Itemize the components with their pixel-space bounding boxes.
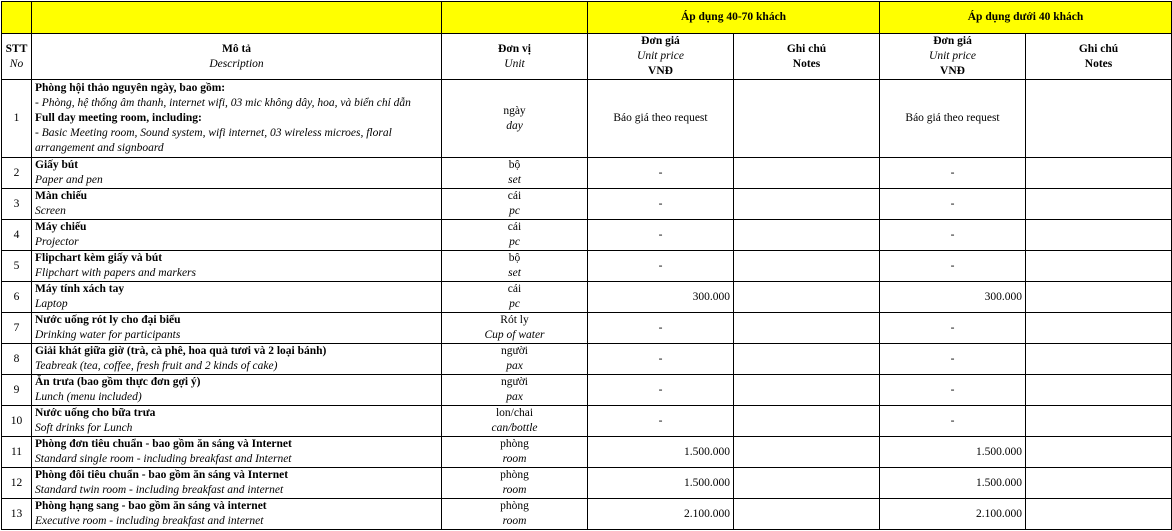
header-notes-2: Ghi chú Notes (1026, 34, 1172, 80)
row-price-2: - (880, 344, 1026, 375)
row-unit: phòng room (442, 499, 588, 530)
row-notes-2 (1026, 251, 1172, 282)
row-notes-2 (1026, 282, 1172, 313)
row-unit: phòng room (442, 437, 588, 468)
row-unit: lon/chai can/bottle (442, 406, 588, 437)
table-row: 9 Ăn trưa (bao gồm thực đơn gợi ý) Lunch (menu included) người pax - - (2, 375, 1172, 406)
row-price-2: 2.100.000 (880, 499, 1026, 530)
row-notes-2 (1026, 437, 1172, 468)
header-description: Mô tả Description (32, 34, 442, 80)
row-price-2: 1.500.000 (880, 468, 1026, 499)
row-notes-2 (1026, 406, 1172, 437)
table-row: 1 Phòng hội thảo nguyên ngày, bao gồm: - Phòng, hệ thống âm thanh, internet wifi, 03 mic không dây, hoa, và biển chỉ dẫn Full day meeting room, including: - Basic Meeting room, Sound system, wifi internet, 03 wireless microes, floral arrangement and signboard ngày day Báo giá theo request Báo giá theo request (2, 80, 1172, 158)
row-price-1: - (588, 220, 734, 251)
row-notes-2 (1026, 80, 1172, 158)
row-price-1: - (588, 406, 734, 437)
header-price-2: Đơn giá Unit price VNĐ (880, 34, 1026, 80)
row-price-2: - (880, 189, 1026, 220)
row-notes-1 (734, 282, 880, 313)
row-notes-2 (1026, 375, 1172, 406)
header-price-1: Đơn giá Unit price VNĐ (588, 34, 734, 80)
row-price-1: - (588, 158, 734, 189)
row-notes-1 (734, 80, 880, 158)
table-row: 10 Nước uống cho bữa trưa Soft drinks for Lunch lon/chai can/bottle - - (2, 406, 1172, 437)
row-notes-2 (1026, 468, 1172, 499)
column-header-row (2, 34, 1172, 80)
group-header-row (2, 2, 1172, 34)
table-row: 7 Nước uống rót ly cho đại biểu Drinking water for participants Rót ly Cup of water - - (2, 313, 1172, 344)
row-description: Nước uống rót ly cho đại biểu Drinking water for participants (32, 313, 442, 344)
row-description: Ăn trưa (bao gồm thực đơn gợi ý) Lunch (menu included) (32, 375, 442, 406)
row-description: Máy tính xách tay Laptop (32, 282, 442, 313)
header-stt: STT No (2, 34, 32, 80)
row-notes-1 (734, 437, 880, 468)
row-price-1: 2.100.000 (588, 499, 734, 530)
row-description: Phòng hạng sang - bao gồm ăn sáng và internet Executive room - including breakfast and internet (32, 499, 442, 530)
row-description: Flipchart kèm giấy và bút Flipchart with papers and markers (32, 251, 442, 282)
table-row: 5 Flipchart kèm giấy và bút Flipchart with papers and markers bộ set - - (2, 251, 1172, 282)
row-unit: cái pc (442, 282, 588, 313)
group-40-70: Áp dụng 40-70 khách (588, 2, 880, 34)
row-price-1: 1.500.000 (588, 468, 734, 499)
row-unit: bộ set (442, 251, 588, 282)
row-price-2: 1.500.000 (880, 437, 1026, 468)
row-description: Màn chiếu Screen (32, 189, 442, 220)
row-description: Phòng đơn tiêu chuẩn - bao gồm ăn sáng và Internet Standard single room - including breakfast and Internet (32, 437, 442, 468)
row-price-1: Báo giá theo request (588, 80, 734, 158)
row-notes-2 (1026, 220, 1172, 251)
row-notes-2 (1026, 499, 1172, 530)
row-price-2: - (880, 313, 1026, 344)
row-price-2: 300.000 (880, 282, 1026, 313)
header-unit: Đơn vị Unit (442, 34, 588, 80)
table-row: 3 Màn chiếu Screen cái pc - - (2, 189, 1172, 220)
header-notes-1: Ghi chú Notes (734, 34, 880, 80)
row-notes-1 (734, 158, 880, 189)
table-row: 2 Giấy bút Paper and pen bộ set - - (2, 158, 1172, 189)
row-notes-1 (734, 344, 880, 375)
row-notes-2 (1026, 158, 1172, 189)
row-notes-1 (734, 189, 880, 220)
row-price-1: - (588, 313, 734, 344)
row-description: Giấy bút Paper and pen (32, 158, 442, 189)
price-table (1, 1, 1172, 530)
table-row: 11 Phòng đơn tiêu chuẩn - bao gồm ăn sáng và Internet Standard single room - including breakfast and Internet phòng room 1.500.000 1.500.000 (2, 437, 1172, 468)
row-price-1: 300.000 (588, 282, 734, 313)
row-price-2: - (880, 375, 1026, 406)
row-description: Máy chiếu Projector (32, 220, 442, 251)
table-row: 4 Máy chiếu Projector cái pc - - (2, 220, 1172, 251)
row-unit: cái pc (442, 220, 588, 251)
row-price-1: - (588, 375, 734, 406)
row-unit: người pax (442, 344, 588, 375)
row-description: Phòng hội thảo nguyên ngày, bao gồm: - Phòng, hệ thống âm thanh, internet wifi, 03 mic không dây, hoa, và biển chỉ dẫn Full day meeting room, including: - Basic Meeting room, Sound system, wifi internet, 03 wireless microes, floral arrangement and signboard (32, 80, 442, 158)
row-notes-1 (734, 251, 880, 282)
row-price-2: - (880, 251, 1026, 282)
row-description: Nước uống cho bữa trưa Soft drinks for Lunch (32, 406, 442, 437)
row-description: Giải khát giữa giờ (trà, cà phê, hoa quả tươi và 2 loại bánh) Teabreak (tea, coffee, fresh fruit and 2 kinds of cake) (32, 344, 442, 375)
row-notes-2 (1026, 189, 1172, 220)
row-description: Phòng đôi tiêu chuẩn - bao gồm ăn sáng và Internet Standard twin room - including breakfast and internet (32, 468, 442, 499)
row-notes-2 (1026, 313, 1172, 344)
row-unit: cái pc (442, 189, 588, 220)
row-notes-2 (1026, 344, 1172, 375)
row-price-2: - (880, 406, 1026, 437)
table-row: 8 Giải khát giữa giờ (trà, cà phê, hoa quả tươi và 2 loại bánh) Teabreak (tea, coffee, fresh fruit and 2 kinds of cake) người pax - - (2, 344, 1172, 375)
row-notes-1 (734, 220, 880, 251)
table-row: 6 Máy tính xách tay Laptop cái pc 300.000 300.000 (2, 282, 1172, 313)
row-price-2: - (880, 220, 1026, 251)
row-unit: bộ set (442, 158, 588, 189)
group-under-40: Áp dụng dưới 40 khách (880, 2, 1172, 34)
row-notes-1 (734, 499, 880, 530)
table-row: 12 Phòng đôi tiêu chuẩn - bao gồm ăn sáng và Internet Standard twin room - including breakfast and internet phòng room 1.500.000 1.500.000 (2, 468, 1172, 499)
row-notes-1 (734, 375, 880, 406)
row-price-2: Báo giá theo request (880, 80, 1026, 158)
row-unit: Rót ly Cup of water (442, 313, 588, 344)
row-price-1: - (588, 344, 734, 375)
row-price-1: 1.500.000 (588, 437, 734, 468)
row-price-2: - (880, 158, 1026, 189)
row-unit: người pax (442, 375, 588, 406)
row-unit: phòng room (442, 468, 588, 499)
row-notes-1 (734, 313, 880, 344)
row-price-1: - (588, 189, 734, 220)
row-unit: ngày day (442, 80, 588, 158)
table-row: 13 Phòng hạng sang - bao gồm ăn sáng và internet Executive room - including breakfast and internet phòng room 2.100.000 2.100.000 (2, 499, 1172, 530)
row-price-1: - (588, 251, 734, 282)
row-notes-1 (734, 406, 880, 437)
row-notes-1 (734, 468, 880, 499)
